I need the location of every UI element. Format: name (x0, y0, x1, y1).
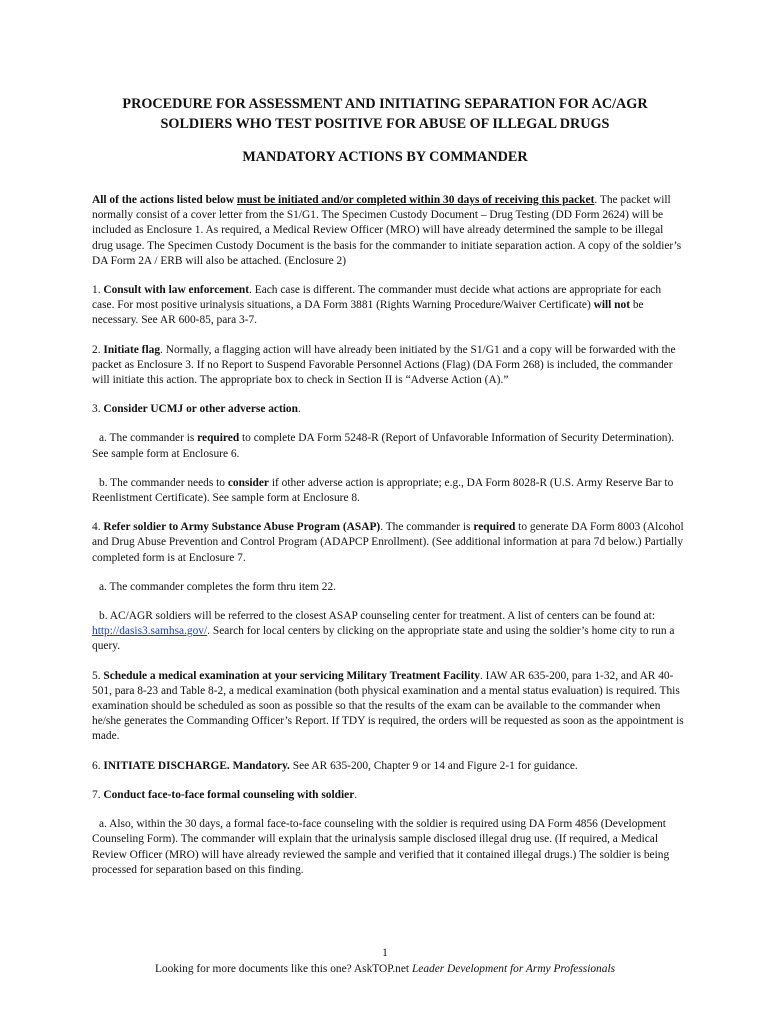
item-6-heading: INITIATE DISCHARGE. Mandatory. (103, 759, 290, 772)
item-3a-text: to complete DA Form 5248-R (Report of Unfavorable Information of Security Determination). See sample form at Enclosure 6. (92, 432, 675, 460)
footer-italic: Leader Development for Army Professionals (411, 963, 616, 975)
item-3a-bold: required (197, 432, 240, 445)
item-7a: a. Also, within the 30 days, a formal face-to-face counseling with the soldier is required using DA Form 4856 (Development Counseling Form). The commander will explain that the urinalysis sample disclosed illegal drug use. (If required, a Medical Review Officer (MRO) will have already reviewed the sample and verified that it contained illegal drugs.) The soldier is being processed for separation based on this finding. (92, 818, 670, 876)
item-4-bold: required (473, 521, 516, 534)
item-3-end: . (297, 403, 301, 416)
item-4 (92, 520, 684, 566)
item-7-end: . (354, 788, 358, 801)
item-3b-prefix: b. The commander needs to (99, 476, 228, 489)
intro-deadline: must be initiated and/or completed within 30 days of receiving this packet (236, 194, 595, 206)
item-5-heading: Schedule a medical examination at your servicing Military Treatment Facility (103, 669, 480, 682)
samhsa-link[interactable]: http://dasis3.samhsa.gov/ (92, 625, 208, 638)
document-body (92, 193, 684, 892)
section-heading: MANDATORY ACTIONS BY COMMANDER (242, 149, 528, 165)
item-2 (92, 343, 684, 389)
item-1-bold: will not (593, 299, 630, 312)
item-3-number: 3. (92, 403, 104, 416)
item-6-text: See AR 635-200, Chapter 9 or 14 and Figure 2-1 for guidance. (289, 759, 578, 772)
item-5-number: 5. (92, 669, 104, 682)
item-3a (92, 431, 684, 461)
item-3b (92, 476, 684, 506)
title-line-2: SOLDIERS WHO TEST POSITIVE FOR ABUSE OF ILLEGAL DRUGS (160, 116, 610, 132)
item-1-text-b: be necessary. See AR 600-85, para 3-7. (92, 299, 644, 327)
item-1 (92, 283, 684, 329)
item-3-heading: Consider UCMJ or other adverse action (103, 403, 298, 416)
item-4-number: 4. (92, 521, 104, 534)
footer-text: Looking for more documents like this one? AskTOP.net (154, 963, 412, 975)
item-4a: a. The commander completes the form thru item 22. (99, 580, 337, 593)
item-3b-text: if other adverse action is appropriate; e.g., DA Form 8028-R (U.S. Army Reserve Bar to Reenlistment Certificate). See sample form at Enclosure 8. (92, 476, 674, 505)
item-7 (92, 788, 684, 803)
intro-text: . The packet will normally consist of a cover letter from the S1/G1. The Specimen Custody Document – Drug Testing (DD Form 2624) will be included as Enclosure 1. As required, a Medical Review Officer (MRO) will have already determined the sample to be illegal drug usage. The Specimen Custody Document is the basis for the commander to initiate separation action. A copy of the soldier’s DA Form 2A / ERB will also be attached. (Enclosure 2) (92, 194, 682, 267)
intro-paragraph (92, 193, 684, 269)
item-1-heading: Consult with law enforcement (103, 284, 250, 297)
page-number: 1 (382, 947, 388, 959)
item-5 (92, 669, 684, 745)
item-2-text: . Normally, a flagging action will have already been initiated by the S1/G1 and a copy will be forwarded with the packet as Enclosure 3. If no Report to Suspend Favorable Personnel Actions (Flag) (DA Form 268) is included, the commander will initiate this action. The appropriate box to check in Section II is “Adverse Action (A).” (92, 343, 676, 387)
item-5-text: . IAW AR 635-200, para 1-32, and AR 40-501, para 8-23 and Table 8-2, a medical examination (both physical examination and a mental status evaluation) is required. This examination should be scheduled as soon as possible so that the results of the exam can be available to the commander when he/she generates the Commanding Officer’s Report. If TDY is required, the orders will be requested as soon as the appointment is made. (92, 669, 684, 743)
footer (0, 963, 770, 975)
item-2-number: 2. (92, 343, 104, 356)
title-line-1: PROCEDURE FOR ASSESSMENT AND INITIATING SEPARATION FOR AC/AGR (122, 96, 648, 112)
item-4b-prefix: b. AC/AGR soldiers will be referred to the closest ASAP counseling center for treatment. A list of centers can be found at: (99, 610, 656, 623)
item-4-heading: Refer soldier to Army Substance Abuse Program (ASAP) (103, 521, 381, 534)
item-3a-prefix: a. The commander is (99, 432, 198, 445)
item-7-heading: Conduct face-to-face formal counseling with soldier (103, 788, 355, 801)
item-2-heading: Initiate flag (103, 343, 161, 356)
item-4b-text: . Search for local centers by clicking on the appropriate state and using the soldier’s home city to run a query. (92, 625, 675, 653)
document-title (60, 94, 710, 134)
item-7-number: 7. (92, 788, 104, 801)
item-4-text-a: . The commander is (380, 521, 474, 534)
item-6 (92, 759, 684, 774)
item-1-text-a: . Each case is different. The commander must decide what actions are appropriate for each case. For most positive urinalysis situations, a DA Form 3881 (Rights Warning Procedure/Waiver Certificate) (92, 284, 662, 312)
item-6-number: 6. (92, 759, 104, 772)
intro-bold-lead: All of the actions listed below (92, 194, 237, 206)
item-3b-bold: consider (227, 476, 269, 489)
item-1-number: 1. (92, 284, 104, 297)
item-3 (92, 402, 684, 417)
item-4b (92, 609, 684, 655)
item-4-text-b: to generate DA Form 8003 (Alcohol and Drug Abuse Prevention and Control Program (ADAPCP Enrollment). (See additional information at para 7d below.) Partially completed form is at Enclosure 7. (92, 521, 684, 564)
